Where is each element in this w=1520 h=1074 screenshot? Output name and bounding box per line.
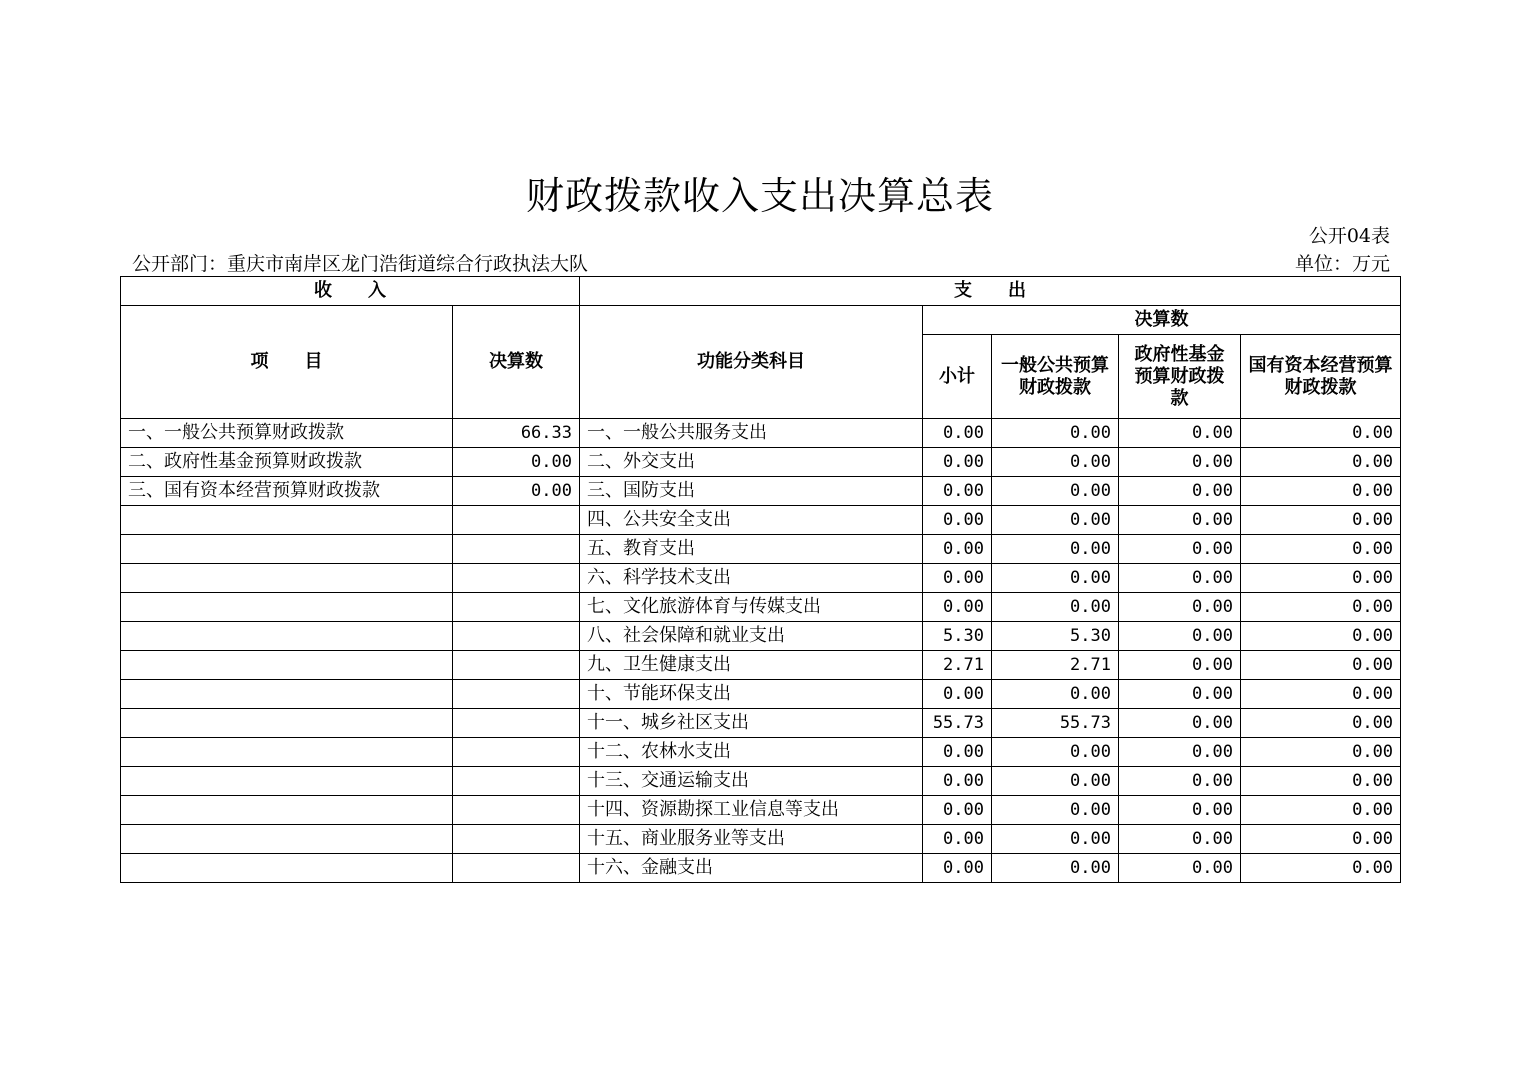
state-capital-cell: 0.00 — [1241, 535, 1401, 564]
expense-item-cell: 十二、农林水支出 — [580, 738, 923, 767]
subtotal-cell: 0.00 — [923, 419, 992, 448]
general-budget-cell: 0.00 — [992, 854, 1119, 883]
general-budget-cell: 0.00 — [992, 767, 1119, 796]
income-amount-cell — [453, 535, 580, 564]
table-row — [121, 854, 1401, 883]
gov-fund-cell: 0.00 — [1119, 738, 1241, 767]
income-item-cell — [121, 593, 453, 622]
expense-item-cell: 十五、商业服务业等支出 — [580, 825, 923, 854]
expense-item-cell: 十、节能环保支出 — [580, 680, 923, 709]
subtotal-cell: 55.73 — [923, 709, 992, 738]
expense-item-cell: 四、公共安全支出 — [580, 506, 923, 535]
gov-fund-cell: 0.00 — [1119, 651, 1241, 680]
general-budget-cell: 2.71 — [992, 651, 1119, 680]
table-row — [121, 564, 1401, 593]
form-number: 公开04表 — [1308, 225, 1390, 247]
gov-fund-cell: 0.00 — [1119, 506, 1241, 535]
state-capital-cell: 0.00 — [1241, 651, 1401, 680]
table-row — [121, 593, 1401, 622]
state-capital-header: 国有资本经营预算财政拨款 — [1241, 335, 1401, 419]
income-header: 收 入 — [121, 277, 580, 306]
subtotal-cell: 5.30 — [923, 622, 992, 651]
expense-item-cell: 三、国防支出 — [580, 477, 923, 506]
income-item-cell — [121, 825, 453, 854]
expense-header: 支 出 — [580, 277, 1401, 306]
subtotal-cell: 0.00 — [923, 593, 992, 622]
expense-item-cell: 一、一般公共服务支出 — [580, 419, 923, 448]
general-budget-cell: 0.00 — [992, 448, 1119, 477]
income-item-cell — [121, 564, 453, 593]
income-amount-cell — [453, 506, 580, 535]
income-amount-cell: 0.00 — [453, 477, 580, 506]
income-item-cell — [121, 738, 453, 767]
table-row — [121, 796, 1401, 825]
state-capital-cell: 0.00 — [1241, 564, 1401, 593]
income-amount-cell — [453, 825, 580, 854]
income-item-cell — [121, 535, 453, 564]
state-capital-cell: 0.00 — [1241, 680, 1401, 709]
general-budget-cell: 5.30 — [992, 622, 1119, 651]
expense-item-cell: 八、社会保障和就业支出 — [580, 622, 923, 651]
gov-fund-cell: 0.00 — [1119, 767, 1241, 796]
subtotal-cell: 0.00 — [923, 680, 992, 709]
table-row — [121, 825, 1401, 854]
state-capital-cell: 0.00 — [1241, 709, 1401, 738]
gov-fund-cell: 0.00 — [1119, 825, 1241, 854]
income-item-cell — [121, 767, 453, 796]
subtotal-cell: 0.00 — [923, 564, 992, 593]
income-amount-cell: 0.00 — [453, 448, 580, 477]
income-amount-cell — [453, 767, 580, 796]
header-row-1 — [121, 277, 1401, 306]
general-budget-cell: 0.00 — [992, 419, 1119, 448]
general-budget-cell: 0.00 — [992, 477, 1119, 506]
income-amount-cell — [453, 854, 580, 883]
general-budget-cell: 0.00 — [992, 738, 1119, 767]
gov-fund-cell: 0.00 — [1119, 535, 1241, 564]
gov-fund-cell: 0.00 — [1119, 854, 1241, 883]
unit-label: 单位：万元 — [1294, 253, 1390, 275]
income-amount-cell — [453, 622, 580, 651]
gov-fund-cell: 0.00 — [1119, 796, 1241, 825]
gov-fund-cell: 0.00 — [1119, 419, 1241, 448]
table-row — [121, 448, 1401, 477]
income-item-cell — [121, 709, 453, 738]
table-row — [121, 477, 1401, 506]
final-amount-header: 决算数 — [923, 306, 1401, 335]
income-item-cell — [121, 796, 453, 825]
table-row — [121, 506, 1401, 535]
income-item-cell — [121, 506, 453, 535]
expense-item-cell: 六、科学技术支出 — [580, 564, 923, 593]
general-budget-cell: 0.00 — [992, 680, 1119, 709]
income-amount-cell — [453, 593, 580, 622]
state-capital-cell: 0.00 — [1241, 448, 1401, 477]
table-row — [121, 651, 1401, 680]
gov-fund-cell: 0.00 — [1119, 593, 1241, 622]
table-row — [121, 738, 1401, 767]
income-item-cell — [121, 622, 453, 651]
subtotal-cell: 0.00 — [923, 477, 992, 506]
gov-fund-cell: 0.00 — [1119, 564, 1241, 593]
subtotal-cell: 0.00 — [923, 738, 992, 767]
subtotal-cell: 2.71 — [923, 651, 992, 680]
income-amount-cell — [453, 738, 580, 767]
expense-item-cell: 五、教育支出 — [580, 535, 923, 564]
state-capital-cell: 0.00 — [1241, 738, 1401, 767]
expense-item-cell: 十六、金融支出 — [580, 854, 923, 883]
general-budget-cell: 0.00 — [992, 564, 1119, 593]
amount-header: 决算数 — [453, 306, 580, 419]
subtotal-cell: 0.00 — [923, 825, 992, 854]
func-class-header: 功能分类科目 — [580, 306, 923, 419]
subtotal-cell: 0.00 — [923, 506, 992, 535]
state-capital-cell: 0.00 — [1241, 419, 1401, 448]
general-budget-cell: 55.73 — [992, 709, 1119, 738]
table-row — [121, 622, 1401, 651]
income-amount-cell — [453, 796, 580, 825]
expense-item-cell: 十三、交通运输支出 — [580, 767, 923, 796]
gov-fund-cell: 0.00 — [1119, 622, 1241, 651]
state-capital-cell: 0.00 — [1241, 767, 1401, 796]
income-amount-cell — [453, 680, 580, 709]
income-item-cell — [121, 680, 453, 709]
income-amount-cell — [453, 564, 580, 593]
income-amount-cell: 66.33 — [453, 419, 580, 448]
subtotal-cell: 0.00 — [923, 535, 992, 564]
gov-fund-header: 政府性基金预算财政拨款 — [1119, 335, 1241, 419]
gov-fund-cell: 0.00 — [1119, 680, 1241, 709]
item-header: 项 目 — [121, 306, 453, 419]
expense-item-cell: 二、外交支出 — [580, 448, 923, 477]
subtotal-cell: 0.00 — [923, 448, 992, 477]
subtotal-cell: 0.00 — [923, 854, 992, 883]
general-budget-cell: 0.00 — [992, 535, 1119, 564]
expense-item-cell: 十四、资源勘探工业信息等支出 — [580, 796, 923, 825]
gov-fund-cell: 0.00 — [1119, 709, 1241, 738]
table-row — [121, 535, 1401, 564]
income-item-cell: 二、政府性基金预算财政拨款 — [121, 448, 453, 477]
subtotal-header: 小计 — [923, 335, 992, 419]
header-row-2 — [121, 306, 1401, 335]
page-title: 财政拨款收入支出决算总表 — [525, 174, 994, 218]
state-capital-cell: 0.00 — [1241, 825, 1401, 854]
general-budget-cell: 0.00 — [992, 593, 1119, 622]
expense-item-cell: 七、文化旅游体育与传媒支出 — [580, 593, 923, 622]
subtotal-cell: 0.00 — [923, 796, 992, 825]
state-capital-cell: 0.00 — [1241, 506, 1401, 535]
table-row — [121, 419, 1401, 448]
general-budget-header: 一般公共预算财政拨款 — [992, 335, 1119, 419]
income-item-cell — [121, 651, 453, 680]
income-item-cell: 一、一般公共预算财政拨款 — [121, 419, 453, 448]
income-item-cell — [121, 854, 453, 883]
expense-item-cell: 十一、城乡社区支出 — [580, 709, 923, 738]
budget-table — [120, 276, 1401, 883]
state-capital-cell: 0.00 — [1241, 593, 1401, 622]
income-amount-cell — [453, 709, 580, 738]
table-row — [121, 680, 1401, 709]
income-amount-cell — [453, 651, 580, 680]
gov-fund-cell: 0.00 — [1119, 448, 1241, 477]
income-item-cell: 三、国有资本经营预算财政拨款 — [121, 477, 453, 506]
state-capital-cell: 0.00 — [1241, 622, 1401, 651]
state-capital-cell: 0.00 — [1241, 796, 1401, 825]
expense-item-cell: 九、卫生健康支出 — [580, 651, 923, 680]
gov-fund-cell: 0.00 — [1119, 477, 1241, 506]
general-budget-cell: 0.00 — [992, 506, 1119, 535]
state-capital-cell: 0.00 — [1241, 477, 1401, 506]
table-row — [121, 709, 1401, 738]
general-budget-cell: 0.00 — [992, 825, 1119, 854]
table-row — [121, 767, 1401, 796]
department-label: 公开部门：重庆市南岸区龙门浩街道综合行政执法大队 — [132, 253, 589, 275]
state-capital-cell: 0.00 — [1241, 854, 1401, 883]
general-budget-cell: 0.00 — [992, 796, 1119, 825]
subtotal-cell: 0.00 — [923, 767, 992, 796]
